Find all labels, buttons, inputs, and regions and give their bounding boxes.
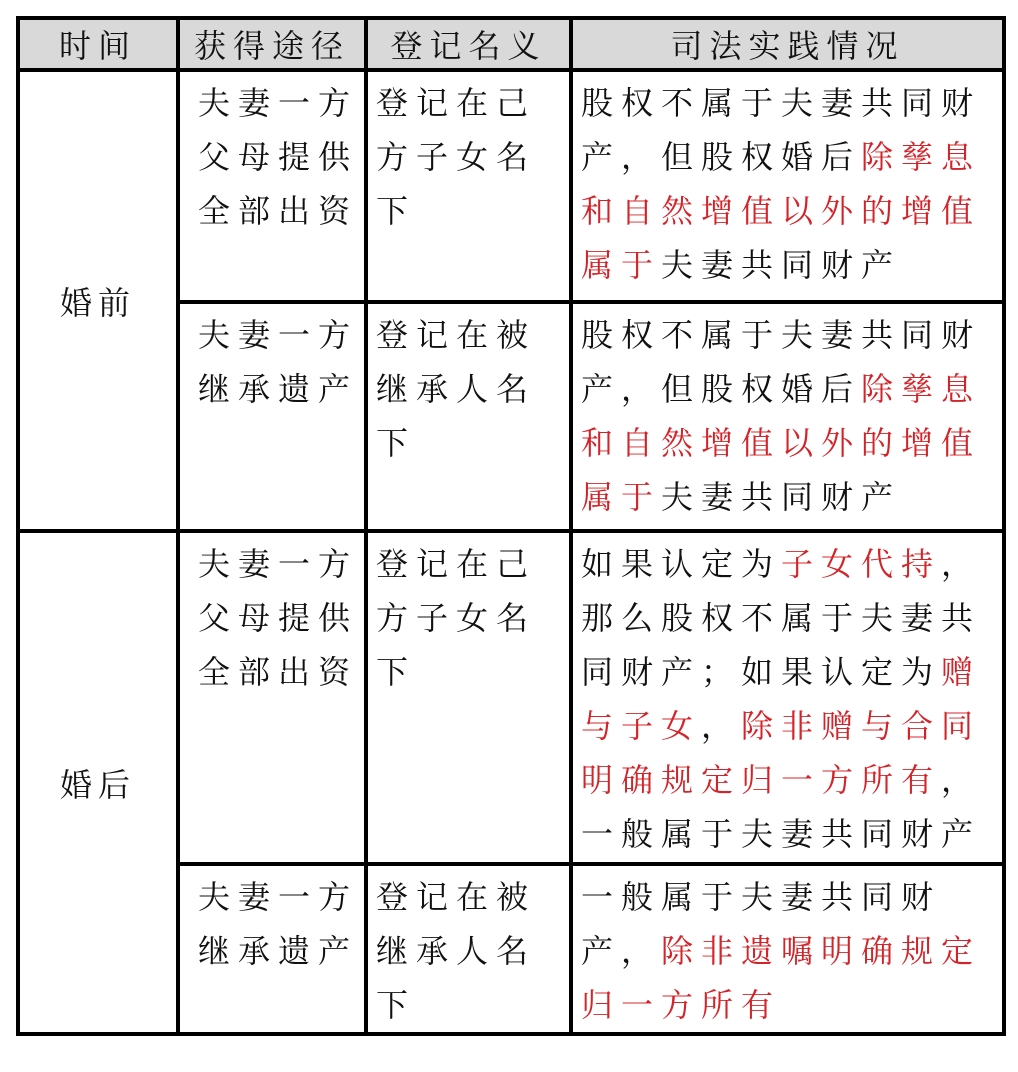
highlighted-text: 子女代持 — [781, 545, 942, 583]
header-registration-name: 登记名义 — [366, 18, 571, 70]
registration-cell: 登记在己方子女名下 — [366, 531, 571, 864]
highlighted-text: 除非遗嘱明确规定归一方所有 — [581, 932, 982, 1024]
practice-text: 股权不属于夫妻共同财产，但股权婚后 — [581, 316, 982, 408]
time-cell-after-marriage: 婚后 — [18, 531, 178, 1034]
practice-text: 一般属于夫妻共同财产， — [581, 878, 942, 970]
registration-cell: 登记在己方子女名下 — [366, 70, 571, 302]
practice-cell — [571, 864, 1004, 1034]
acquisition-cell: 夫妻一方父母提供全部出资 — [178, 70, 366, 302]
property-rights-table — [16, 16, 1006, 1036]
practice-text: 如果认定为 — [581, 545, 782, 583]
acquisition-cell: 夫妻一方父母提供全部出资 — [178, 531, 366, 864]
header-judicial-practice: 司法实践情况 — [571, 18, 1004, 70]
header-row — [18, 18, 1004, 70]
practice-cell — [571, 531, 1004, 864]
highlighted-text: 除孳息和自然增值以外的增值属于 — [581, 138, 982, 284]
highlighted-text: 赠与子女 — [581, 653, 982, 745]
header-acquisition-method: 获得途径 — [178, 18, 366, 70]
practice-text: ，一般属于夫妻共同财产 — [581, 761, 982, 853]
highlighted-text: 除孳息和自然增值以外的增值属于 — [581, 370, 982, 516]
acquisition-cell: 夫妻一方继承遗产 — [178, 302, 366, 531]
highlighted-text: 除非赠与合同明确规定归一方所有 — [581, 707, 982, 799]
practice-text: 股权不属于夫妻共同财产，但股权婚后 — [581, 84, 982, 176]
practice-cell — [571, 70, 1004, 302]
practice-text: 夫妻共同财产 — [661, 246, 902, 284]
acquisition-cell: 夫妻一方继承遗产 — [178, 864, 366, 1034]
header-time: 时间 — [18, 18, 178, 70]
practice-text: ，那么股权不属于夫妻共同财产；如果认定为 — [581, 545, 982, 691]
time-cell-before-marriage: 婚前 — [18, 70, 178, 531]
table-row — [18, 531, 1004, 864]
practice-text: 夫妻共同财产 — [661, 478, 902, 516]
table-row — [18, 70, 1004, 302]
practice-text: ， — [701, 707, 742, 745]
practice-cell — [571, 302, 1004, 531]
registration-cell: 登记在被继承人名下 — [366, 864, 571, 1034]
registration-cell: 登记在被继承人名下 — [366, 302, 571, 531]
